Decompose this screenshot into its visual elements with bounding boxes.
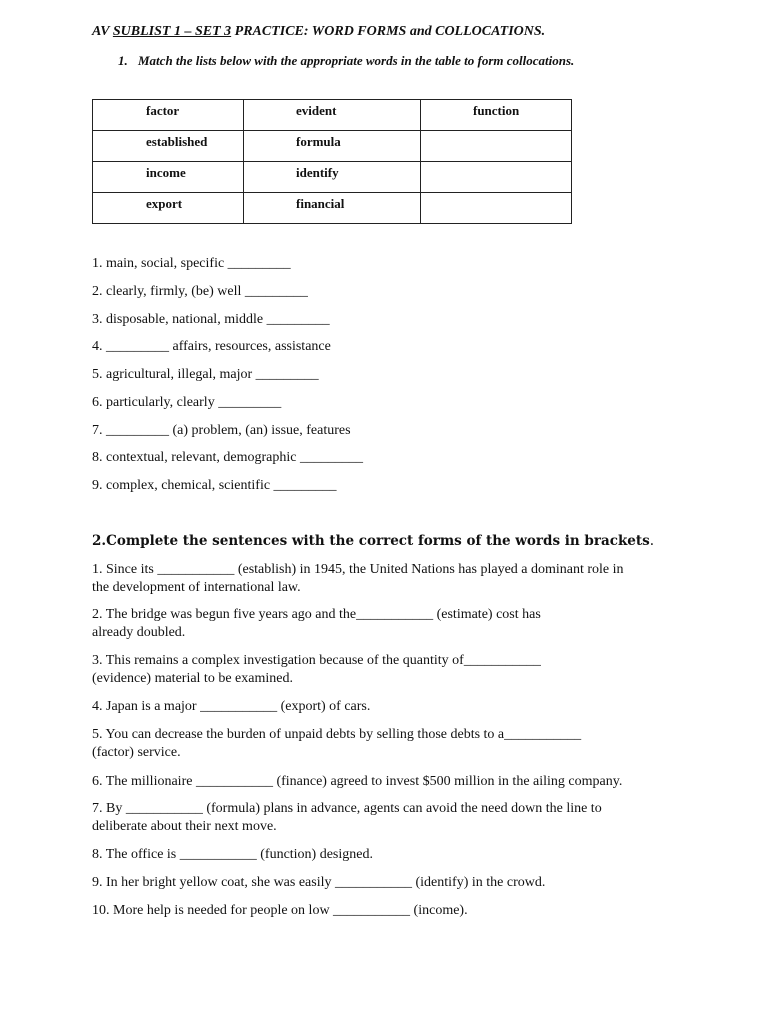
table-cell: factor (93, 100, 244, 131)
exercise1-number: 1. (118, 53, 128, 68)
word-table (92, 99, 572, 224)
sentence-item (92, 902, 682, 920)
sentence-line: 1. Since its ___________ (establish) in 1945, the United Nations has played a dominant role in (92, 562, 624, 577)
sentence-item (92, 726, 682, 762)
collocation-item: 6. particularly, clearly _________ (92, 395, 282, 410)
heading-sublist: SUBLIST 1 – SET 3 (112, 24, 232, 39)
table-row (93, 131, 572, 162)
table-cell: financial (244, 193, 421, 224)
exercise1-instruction (118, 53, 574, 69)
sentence-line: deliberate about their next move. (92, 819, 277, 834)
collocation-item: 1. main, social, specific _________ (92, 256, 291, 271)
heading-prefix: AV (92, 24, 113, 39)
table-row (93, 100, 572, 131)
sentence-line: 3. This remains a complex investigation because of the quantity of___________ (92, 653, 541, 668)
table-cell: function (421, 100, 572, 131)
sentence-line: (evidence) material to be examined. (92, 671, 293, 686)
collocation-item: 9. complex, chemical, scientific _________ (92, 478, 337, 493)
table-cell: established (93, 131, 244, 162)
exercise1-instruction-text: Match the lists below with the appropriate words in the table to form collocations. (138, 53, 575, 68)
collocation-item: 4. _________ affairs, resources, assistance (92, 339, 331, 354)
table-cell (421, 131, 572, 162)
sentence-line: 4. Japan is a major ___________ (export) of cars. (92, 699, 371, 714)
exercise2-title-text: 2.Complete the sentences with the correct forms of the words in brackets (92, 533, 650, 549)
sentence-line: (factor) service. (92, 745, 181, 760)
table-row (93, 193, 572, 224)
sentence-item (92, 874, 682, 892)
sentence-item (92, 846, 682, 864)
sentence-line: 9. In her bright yellow coat, she was easily ___________ (identify) in the crowd. (92, 875, 546, 890)
exercise2-title-period: . (649, 533, 655, 549)
worksheet-heading (92, 24, 545, 40)
sentence-item (92, 606, 682, 642)
collocation-item: 8. contextual, relevant, demographic _________ (92, 450, 363, 465)
sentence-line: the development of international law. (92, 580, 301, 595)
table-row (93, 162, 572, 193)
collocation-item: 2. clearly, firmly, (be) well _________ (92, 284, 308, 299)
collocation-item: 3. disposable, national, middle _________ (92, 312, 330, 327)
sentence-item (92, 773, 682, 791)
table-cell (421, 162, 572, 193)
sentence-item (92, 698, 682, 716)
heading-rest: PRACTICE: WORD FORMS and COLLOCATIONS. (231, 24, 546, 39)
table-cell: export (93, 193, 244, 224)
sentence-line: 6. The millionaire ___________ (finance) agreed to invest $500 million in the ailing company. (92, 774, 623, 789)
sentence-item (92, 800, 682, 836)
collocation-item: 7. _________ (a) problem, (an) issue, features (92, 423, 351, 438)
exercise2-title (92, 533, 654, 549)
collocation-item: 5. agricultural, illegal, major _________ (92, 367, 319, 382)
sentence-line: 10. More help is needed for people on low ___________ (income). (92, 903, 468, 918)
table-cell: evident (244, 100, 421, 131)
sentence-line: 8. The office is ___________ (function) designed. (92, 847, 373, 862)
sentence-item (92, 561, 682, 597)
table-cell: formula (244, 131, 421, 162)
sentence-line: 2. The bridge was begun five years ago and the___________ (estimate) cost has (92, 607, 541, 622)
sentence-item (92, 652, 682, 688)
sentence-line: 5. You can decrease the burden of unpaid debts by selling those debts to a___________ (92, 727, 582, 742)
table-cell: income (93, 162, 244, 193)
table-cell (421, 193, 572, 224)
sentence-line: already doubled. (92, 625, 186, 640)
sentence-line: 7. By ___________ (formula) plans in advance, agents can avoid the need down the line to (92, 801, 602, 816)
table-cell: identify (244, 162, 421, 193)
